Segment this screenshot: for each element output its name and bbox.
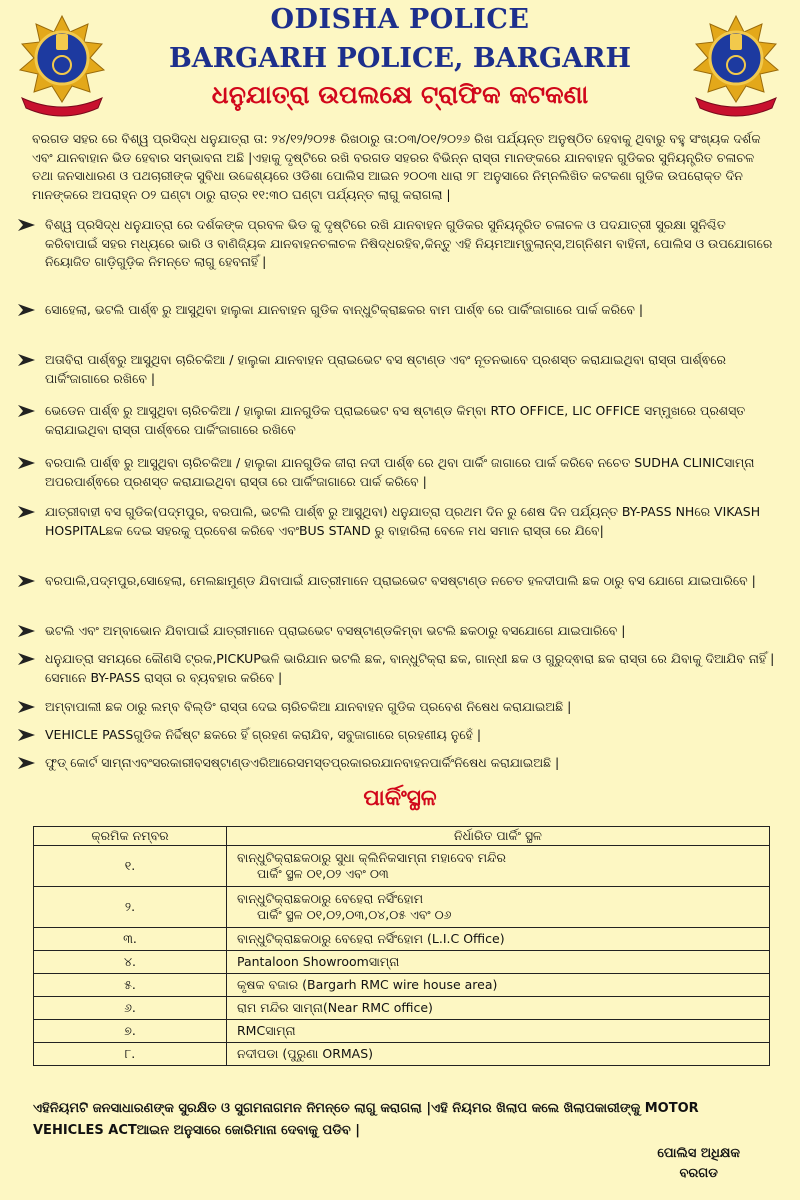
arrow-bullet-icon bbox=[18, 304, 35, 316]
header-title-traffic-restriction: ଧନୁଯାତ୍ରା ଉପଲକ୍ଷେ ଟ୍ରାଫିକ କଟକଣା bbox=[211, 80, 589, 109]
signature-place: ବରଗଡ bbox=[679, 1166, 718, 1181]
rule-item bbox=[18, 454, 778, 491]
rule-item bbox=[18, 622, 778, 641]
signature-block bbox=[657, 1144, 740, 1184]
location-sub: ପାର୍କିଂ ସ୍ଥଳ ୦୧,୦୨ ଏବଂ ୦୩ bbox=[257, 866, 389, 881]
header-title-odisha-police: ODISHA POLICE bbox=[270, 4, 530, 35]
rule-item bbox=[18, 216, 778, 272]
rule-text: ବିଶ୍ୱ ପ୍ରସିଦ୍ଧ ଧନୁଯାତ୍ରା ରେ ଦର୍ଶକଙ୍କ ପ୍ରବଳ ଭିଡ କୁ ଦୃଷ୍ଟିରେ ରଖି ଯାନବାହନ ଗୁଡିକର ସୁନିୟନ୍ତ୍ରିତ ଚଳାଚଳ ଓ ପଦଯାତ୍ରୀ ସୁରକ୍ଷା ସୁନିଶ୍ଚିତ କରିବାପାଇଁ ସହର ମଧ୍ୟରେ ଭାରି ଓ ବାଣିଜ୍ୟିକ ଯାନବାହନଚଳାଚଳ ନିଷିଦ୍ଧରହିବ,କିନ୍ତୁ ଏହି ନିୟମଆମ୍ବୁଲାନ୍ସ,ଅଗ୍ନିଶମ ବାହିନୀ, ପୋଲିସ ଓ ଉପଯୋଗରେ ନିୟୋଜିତ ଗାଡ଼ିଗୁଡ଼ିକ ନିମନ୍ତେ ଲାଗୁ ହେବନାହିଁ | bbox=[45, 217, 773, 269]
rule-item bbox=[18, 301, 778, 320]
rule-text: ଭଟଲି ଏବଂ ଅମ୍ବାଭୋନ ଯିବାପାଇଁ ଯାତ୍ରୀମାନେ ପ୍ରାଇଭେଟ ବସଷ୍ଟାଣ୍ଡକିମ୍ବା ଭଟଲି ଛକଠାରୁ ବସଯୋଗେ ଯାଇପାରିବେ | bbox=[45, 623, 626, 638]
location-cell bbox=[227, 846, 770, 887]
location-cell: ବାନ୍ଧୁଟିକ୍ରାଛକଠାରୁ ବେହେରା ନର୍ସିଂହୋମ (L.I.C Office) bbox=[227, 928, 770, 951]
footer-note: ଏହିନିୟମଟି ଜନସାଧାରଣଙ୍କ ସୁରକ୍ଷିତ ଓ ସୁଗମନାଗମନ ନିମନ୍ତେ ଲାଗୁ କରାଗଲା |ଏହି ନିୟମର ଖିଲାପ କଲେ ଖିଲାପକାରୀଙ୍କୁ MOTOR VEHICLES ACTଆଇନ ଅନୁସାରେ ଜୋରିମାନା ଦେବାକୁ ପଡିବ | bbox=[33, 1101, 699, 1138]
rule-item bbox=[18, 726, 778, 745]
table-row bbox=[34, 974, 770, 997]
column-header-serial: କ୍ରମିକ ନମ୍ବର bbox=[34, 827, 227, 846]
location-cell: ରାମ ମନ୍ଦିର ସାମ୍ନା(Near RMC office) bbox=[227, 997, 770, 1020]
rule-item bbox=[18, 650, 778, 687]
intro-paragraph: ବରଗଡ ସହର ରେ ବିଶ୍ୱ ପ୍ରସିଦ୍ଧ ଧନୁଯାତ୍ରା ତା: ୨୪/୧୨/୨୦୨୫ ରିଖଠାରୁ ତା:୦୩/୦୧/୨୦୨୬ ରିଖ ପର୍ଯ୍ୟନ୍ତ ଅନୁଷ୍ଠିତ ହେବାକୁ ଥିବାରୁ ବହୁ ସଂଖ୍ୟକ ଦର୍ଶକ ଏବଂ ଯାନବାହାନ ଭିଡ ହେବାର ସମ୍ଭାବନା ଅଛି |ଏହାକୁ ଦୃଷ୍ଟିରେ ରଖି ବରଗଡ ସହରର ବିଭିନ୍ନ ରାସ୍ତା ମାନଙ୍କରେ ଯାନବାହନ ଗୁଡିକର ସୁନିୟନ୍ତ୍ରିତ ଚଳାଚଳ ତଥା ଜନସାଧାରଣ ଓ ପଥଚାରୀଙ୍କ ସୁବିଧା ଉଦ୍ଦେଶ୍ୟରେ ଓଡିଶା ପୋଲିସ ଆଇନ ୨୦୦୩ ଧାରା ୨୮ ଅନୁସାରେ ନିମ୍ନଲିଖିତ କଟକଣା ଗୁଡିକ ଉପରୋକ୍ତ ଦିନ ମାନଙ୍କରେ ଅପରାହ୍ନ ୦୨ ଘଣ୍ଟା ଠାରୁ ରାତ୍ର ୧୧:୩୦ ଘଣ୍ଟା ପର୍ଯ୍ୟନ୍ତ ଲାଗୁ କରାଗଲା | bbox=[32, 131, 761, 202]
rule-item bbox=[18, 754, 778, 773]
location-name: ବାନ୍ଧୁଟିକ୍ରାଛକଠାରୁ ସୁଧା କ୍ଲିନିକସାମ୍ନା ମହାଦେବ ମନ୍ଦିର bbox=[237, 850, 506, 865]
arrow-bullet-icon bbox=[18, 219, 35, 231]
rule-item bbox=[18, 698, 778, 717]
header bbox=[0, 0, 800, 122]
serial-cell: ୨. bbox=[34, 887, 227, 928]
arrow-bullet-icon bbox=[18, 729, 35, 741]
rule-text: ସୋହେଲା, ଭଟଲି ପାର୍ଶ୍ଵ ରୁ ଆସୁଥିବା ହାଲୁକା ଯାନବାହନ ଗୁଡିକ ବାନ୍ଧୁଟିକ୍ରାଛକର ବାମ ପାର୍ଶ୍ଵ ରେ ପାର୍କିଂଜାଗାରେ ପାର୍କ କରିବେ | bbox=[45, 302, 644, 317]
arrow-bullet-icon bbox=[18, 575, 35, 587]
serial-cell: ୮. bbox=[34, 1043, 227, 1066]
rule-text: ଫୁଡ୍ କୋର୍ଟ ସାମ୍ନାଏବଂସରକାରୀବସଷ୍ଟାଣ୍ଡଏରିଆରେସମସ୍ତପ୍ରକାରରଯାନବାହନପାର୍କିଂନିଷେଧ କରାଯାଇଅଛି | bbox=[45, 755, 560, 770]
arrow-bullet-icon bbox=[18, 625, 35, 637]
location-cell: କୃଷକ ବଜାର (Bargarh RMC wire house area) bbox=[227, 974, 770, 997]
parking-table bbox=[33, 826, 770, 1066]
arrow-bullet-icon bbox=[18, 701, 35, 713]
location-sub: ପାର୍କିଂ ସ୍ଥଳ ୦୧,୦୨,୦୩,୦୪,୦୫ ଏବଂ ୦୬ bbox=[257, 907, 452, 922]
serial-cell: ୫. bbox=[34, 974, 227, 997]
serial-cell: ୩. bbox=[34, 928, 227, 951]
location-name: ବାନ୍ଧୁଟିକ୍ରାଛକଠାରୁ ବେହେରା ନର୍ସିଂହୋମ bbox=[237, 891, 424, 906]
parking-section-title: ପାର୍କିଂସ୍ଥଳ bbox=[363, 786, 437, 811]
rule-text: ଅମ୍ବାପାଲୀ ଛକ ଠାରୁ ଲମ୍ବ ବିଲ୍ଡିଂ ରାସ୍ତା ଦେଇ ଚାରିଚକିଆ ଯାନବାହନ ଗୁଡିକ ପ୍ରବେଶ ନିଷେଧ କରାଯାଇଅଛି | bbox=[45, 699, 572, 714]
rule-item bbox=[18, 503, 778, 540]
header-title-bargarh-police: BARGARH POLICE, BARGARH bbox=[168, 43, 632, 74]
rule-text: ବରପାଲି,ପଦ୍ମପୁର,ସୋହେଲା, ମେଲଛାମୁଣ୍ଡ ଯିବାପାଇଁ ଯାତ୍ରୀମାନେ ପ୍ରାଇଭେଟ ବସଷ୍ଟାଣ୍ଡ ନଚେତ ହଳଦୀପାଲି ଛକ ଠାରୁ ବସ ଯୋଗେ ଯାଇପାରିବେ | bbox=[45, 573, 756, 588]
table-row bbox=[34, 1020, 770, 1043]
serial-cell: ୭. bbox=[34, 1020, 227, 1043]
table-header-row bbox=[34, 827, 770, 846]
signature-title: ପୋଲିସ ଅଧିକ୍ଷକ bbox=[657, 1146, 740, 1161]
rule-text: ଯାତ୍ରୀବାହୀ ବସ ଗୁଡିକ(ପଦ୍ମପୁର, ବରପାଲି, ଭଟଲି ପାର୍ଶ୍ଵ ରୁ ଆସୁଥିବା) ଧନୁଯାତ୍ରା ପ୍ରଥମ ଦିନ ରୁ ଶେଷ ଦିନ ପର୍ଯ୍ୟନ୍ତ BY-PASS NHରେ VIKASH HOSPITALଛକ ଦେଇ ସହରକୁ ପ୍ରବେଶ କରିବେ ଏବଂBUS STAND ରୁ ବାହାରିଲା ବେଳେ ମଧ ସମାନ ରାସ୍ତା ରେ ଯିବେ| bbox=[45, 504, 761, 538]
table-row bbox=[34, 928, 770, 951]
rule-item bbox=[18, 402, 778, 439]
serial-cell: ୧. bbox=[34, 846, 227, 887]
rule-item bbox=[18, 572, 778, 591]
location-cell: RMCସାମ୍ନା bbox=[227, 1020, 770, 1043]
column-header-location: ନିର୍ଧାରିତ ପାର୍କିଂ ସ୍ଥଳ bbox=[227, 827, 770, 846]
arrow-bullet-icon bbox=[18, 506, 35, 518]
table-row bbox=[34, 951, 770, 974]
table-row bbox=[34, 1043, 770, 1066]
arrow-bullet-icon bbox=[18, 457, 35, 469]
rule-item bbox=[18, 351, 778, 388]
arrow-bullet-icon bbox=[18, 757, 35, 769]
rule-text: ଧନୁଯାତ୍ରା ସମୟରେ କୌଣସି ଟ୍ରକ,PICKUPଭଳି ଭାରିଯାନ ଭଟଲି ଛକ, ବାନ୍ଧୁଟିକ୍ରା ଛକ, ଗାନ୍ଧୀ ଛକ ଓ ଗୁରୁଦ୍ଵାରା ଛକ ରାସ୍ତା ରେ ଯିବାକୁ ଦିଆଯିବ ନାହିଁ |ସେମାନେ BY-PASS ରାସ୍ତା ର ବ୍ୟବହାର କରିବେ | bbox=[45, 651, 775, 685]
table-row bbox=[34, 846, 770, 887]
rule-text: VEHICLE PASSଗୁଡିକ ନିର୍ଦ୍ଦିଷ୍ଟ ଛକରେ ହିଁ ଗ୍ରହଣ କରାଯିବ, ସବୁଜାଗାରେ ଗ୍ରହଣୀୟ ନୁହେଁ | bbox=[45, 727, 482, 742]
table-row bbox=[34, 887, 770, 928]
arrow-bullet-icon bbox=[18, 405, 35, 417]
table-row bbox=[34, 997, 770, 1020]
location-cell: ନଦୀପଡା (ପୁରୁଣା ORMAS) bbox=[227, 1043, 770, 1066]
rule-text: ଭେଡେନ ପାର୍ଶ୍ଵ ରୁ ଆସୁଥିବା ଚାରିଚକିଆ / ହାଲୁକା ଯାନଗୁଡିକ ପ୍ରାଇଭେଟ ବସ ଷ୍ଟାଣ୍ଡ କିମ୍ବା RTO OFFICE, LIC OFFICE ସମ୍ମୁଖରେ ପ୍ରଶସ୍ତ କରାଯାଇଥିବା ରାସ୍ତା ପାର୍ଶ୍ଵରେ ପାର୍କିଂଜାଗାରେ ରଖିବେ bbox=[45, 403, 746, 437]
location-cell bbox=[227, 887, 770, 928]
arrow-bullet-icon bbox=[18, 354, 35, 366]
rule-text: ବରପାଲି ପାର୍ଶ୍ଵ ରୁ ଆସୁଥିବା ଚାରିଚକିଆ / ହାଲୁକା ଯାନଗୁଡିକ ଜୀରା ନଦୀ ପାର୍ଶ୍ଵ ରେ ଥିବା ପାର୍କିଂ ଜାଗାରେ ପାର୍କ କରିବେ ନଚେତ SUDHA CLINICସାମ୍ନା ଅପରପାର୍ଶ୍ଵରେ ପ୍ରଶସ୍ତ କରାଯାଇଥିବା ରାସ୍ତା ରେ ପାର୍କିଂଜାଗାରେ ପାର୍କ କରିବେ | bbox=[45, 455, 755, 489]
serial-cell: ୬. bbox=[34, 997, 227, 1020]
location-cell: Pantaloon Showroomସାମ୍ନା bbox=[227, 951, 770, 974]
arrow-bullet-icon bbox=[18, 653, 35, 665]
serial-cell: ୪. bbox=[34, 951, 227, 974]
rule-text: ଅତାବିରା ପାର୍ଶ୍ଵରୁ ଆସୁଥିବା ଚାରିଚକିଆ / ହାଲୁକା ଯାନବାହନ ପ୍ରାଇଭେଟ ବସ ଷ୍ଟାଣ୍ଡ ଏବଂ ନୂତନଭାବେ ପ୍ରଶସ୍ତ କରାଯାଇଥିବା ରାସ୍ତା ପାର୍ଶ୍ଵରେ ପାର୍କିଂଜାଗାରେ ରଖିବେ | bbox=[45, 352, 726, 386]
